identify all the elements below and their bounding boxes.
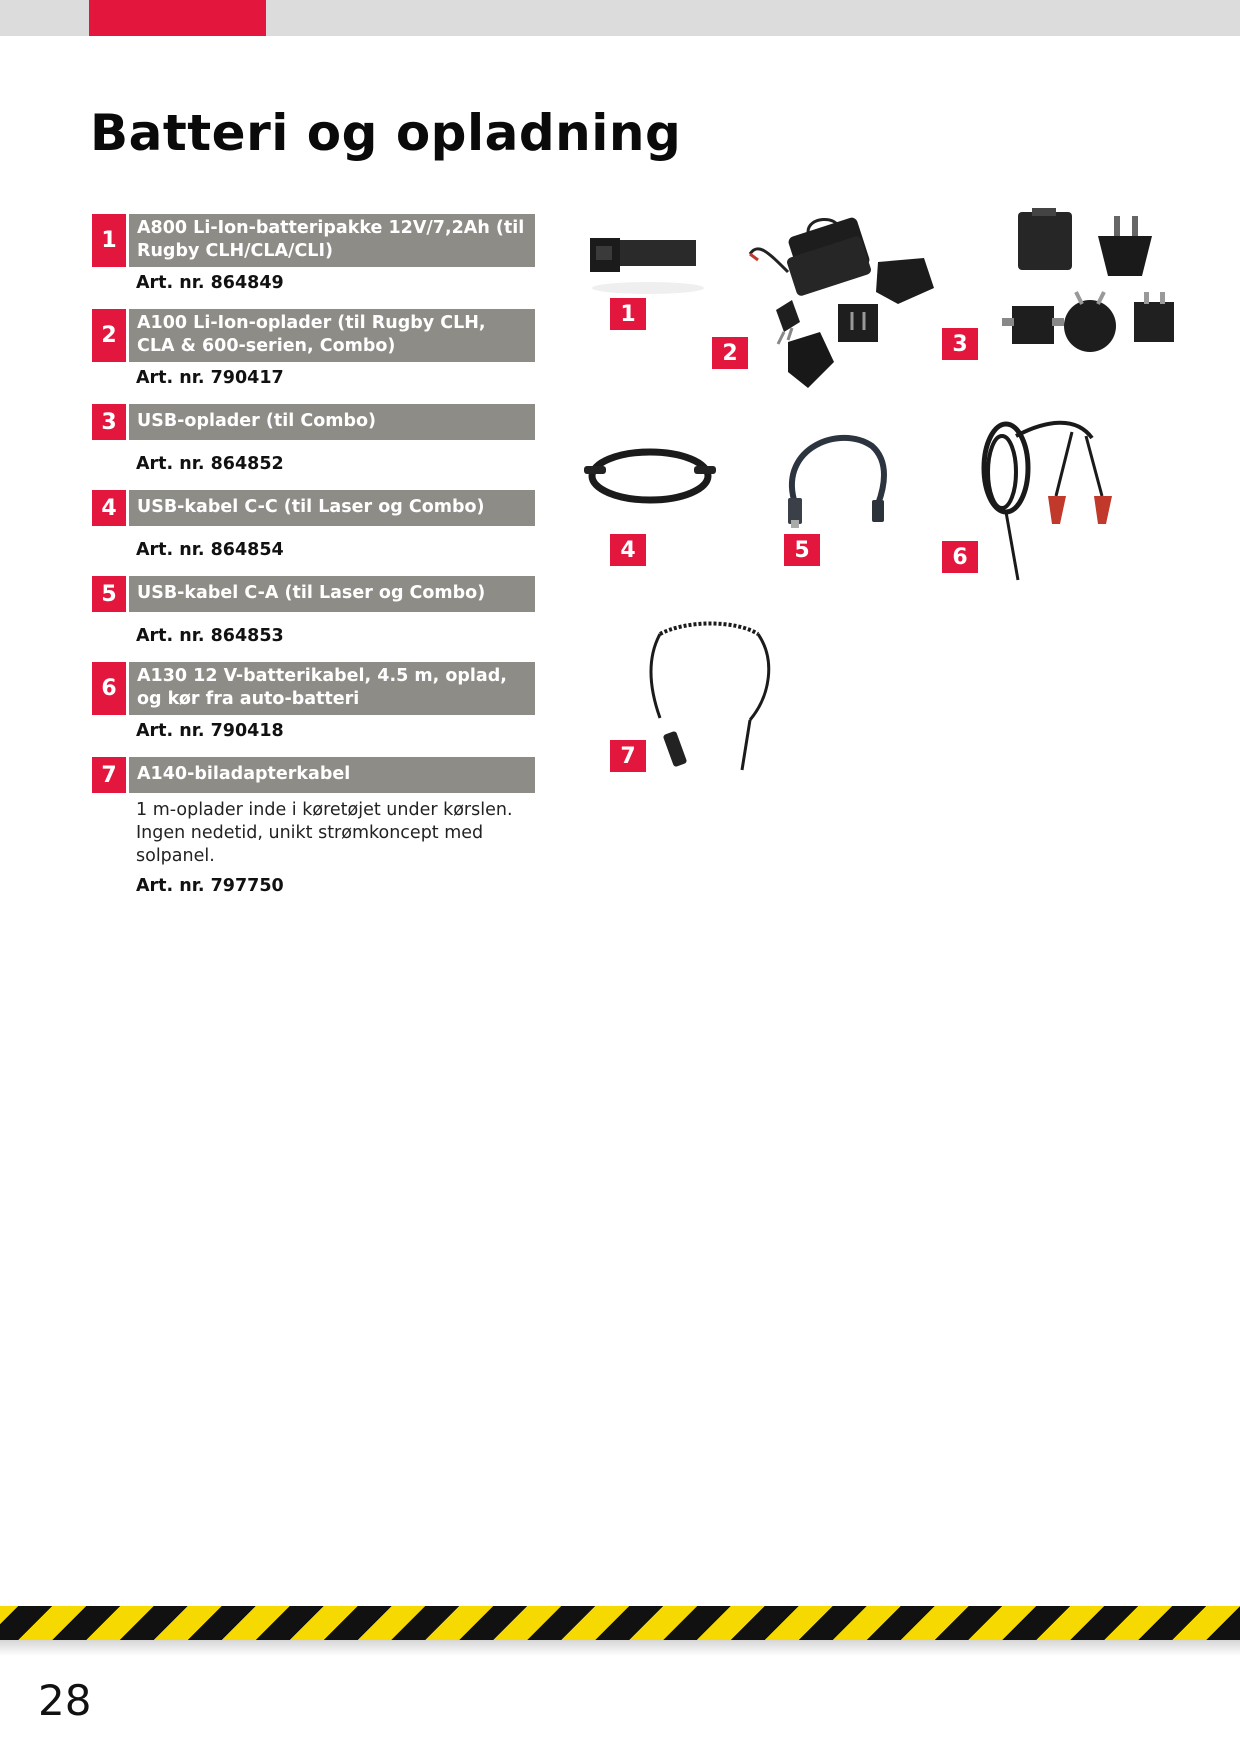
item-number: 6 xyxy=(92,662,126,715)
item-art-number: Art. nr. 864854 xyxy=(136,540,284,560)
item-title: USB-kabel C-A (til Laser og Combo) xyxy=(129,576,535,612)
item-number: 2 xyxy=(92,309,126,362)
top-bar-accent xyxy=(89,0,266,36)
page-number: 28 xyxy=(38,1676,92,1725)
photo-badge-6: 6 xyxy=(942,541,978,573)
usb-c-c-cable-image xyxy=(584,436,718,510)
hazard-stripe xyxy=(0,1606,1240,1640)
product-item-7 xyxy=(92,757,535,898)
item-title: A800 Li-Ion-batteripakke 12V/7,2Ah (til Rugby CLH/CLA/CLI) xyxy=(129,214,535,267)
usb-charger-adapters-image xyxy=(1002,206,1184,366)
item-title: USB-oplader (til Combo) xyxy=(129,404,535,440)
battery-pack-image xyxy=(588,234,706,298)
photo-badge-4: 4 xyxy=(610,534,646,566)
photo-badge-1: 1 xyxy=(610,298,646,330)
battery-cable-clamps-image xyxy=(976,416,1126,586)
item-art-number: Art. nr. 797750 xyxy=(136,876,284,896)
product-item-4 xyxy=(92,490,535,562)
item-title: A140-biladapterkabel xyxy=(129,757,535,793)
item-number: 3 xyxy=(92,404,126,440)
item-number: 1 xyxy=(92,214,126,267)
charger-adapters-image xyxy=(748,212,938,398)
product-item-1 xyxy=(92,214,535,295)
item-description: 1 m-oplader inde i køretøjet under kørslen. Ingen nedetid, unikt strømkoncept med solpanel. xyxy=(136,800,513,866)
item-title: USB-kabel C-C (til Laser og Combo) xyxy=(129,490,535,526)
item-art-number: Art. nr. 864853 xyxy=(136,626,284,646)
photo-badge-5: 5 xyxy=(784,534,820,566)
item-title: A100 Li-Ion-oplader (til Rugby CLH, CLA & 600-serien, Combo) xyxy=(129,309,535,362)
photo-badge-7: 7 xyxy=(610,740,646,772)
item-number: 7 xyxy=(92,757,126,793)
product-item-2 xyxy=(92,309,535,390)
item-number: 5 xyxy=(92,576,126,612)
car-adapter-cable-image xyxy=(646,620,776,780)
item-title: A130 12 V-batterikabel, 4.5 m, oplad, og kør fra auto-batteri xyxy=(129,662,535,715)
product-item-3 xyxy=(92,404,535,476)
page-title: Batteri og opladning xyxy=(90,104,682,162)
item-art-number: Art. nr. 864849 xyxy=(136,273,284,293)
top-bar xyxy=(0,0,1240,36)
product-list xyxy=(92,214,535,912)
item-art-number: Art. nr. 864852 xyxy=(136,454,284,474)
item-number: 4 xyxy=(92,490,126,526)
item-art-number: Art. nr. 790417 xyxy=(136,368,284,388)
photo-badge-2: 2 xyxy=(712,337,748,369)
product-item-5 xyxy=(92,576,535,648)
usb-c-a-cable-image xyxy=(780,428,892,530)
photo-badge-3: 3 xyxy=(942,328,978,360)
item-art-number: Art. nr. 790418 xyxy=(136,721,284,741)
product-item-6 xyxy=(92,662,535,743)
